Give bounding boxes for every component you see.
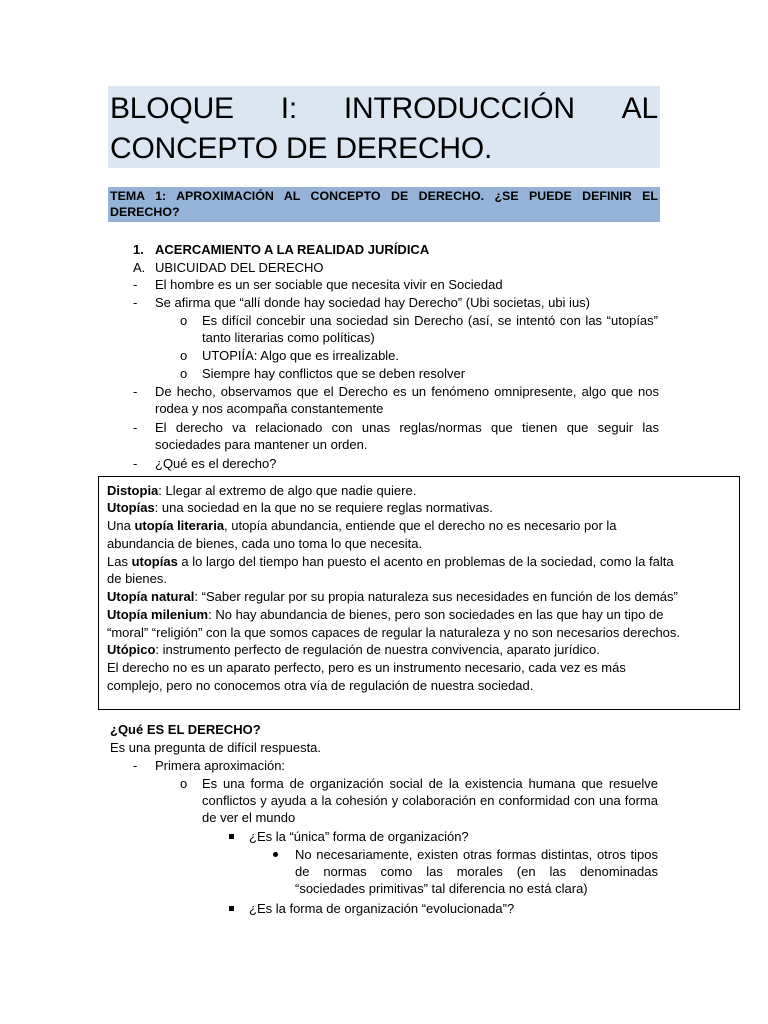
definition-final-line-1: El derecho no es un aparato perfecto, pero es un instrumento necesario, cada vez es más xyxy=(107,660,626,675)
list-subitem: Es una forma de organización social de la existencia humana que resuelve conflictos y ayuda a la cohesión y colaboración en conformidad con una forma de ver el mundo xyxy=(202,776,658,825)
dash-marker: - xyxy=(133,277,138,292)
definition-utopia-milenium xyxy=(107,606,663,623)
square-bullet-icon xyxy=(229,906,234,911)
list-subitem: Siempre hay conflictos que se deben resolver xyxy=(202,366,466,381)
definition-utopia-natural xyxy=(107,588,678,605)
list-item: Se afirma que “allí donde hay sociedad hay Derecho” (Ubi societas, ubi ius) xyxy=(155,295,591,310)
subsection-heading: UBICUIDAD DEL DERECHO xyxy=(155,260,324,275)
block-title xyxy=(108,86,660,168)
definition-utopia-literaria xyxy=(107,517,617,534)
definitions-box xyxy=(98,476,740,710)
title-word: INTRODUCCIÓN xyxy=(343,92,575,125)
circle-marker: o xyxy=(180,776,188,791)
list-item: El derecho va relacionado con unas reglas/normas que tienen que seguir las sociedades para mantener un orden. xyxy=(155,420,659,452)
title-word: AL xyxy=(621,92,658,125)
list-subitem: UTOPIÍA: Algo que es irrealizable. xyxy=(202,348,400,363)
definition-text: Las xyxy=(107,554,132,569)
block-title-line-1 xyxy=(110,92,658,126)
subsection-letter: A. xyxy=(133,260,146,275)
definition-term: Utopía natural xyxy=(107,589,195,604)
definition-text: : Llegar al extremo de algo que nadie quiere. xyxy=(158,483,417,498)
definition-utopia-milenium-cont: “moral” “religión” con la que somos capaces de regular la naturaleza y no son necesarios derechos. xyxy=(107,625,681,640)
dash-marker: - xyxy=(133,456,138,471)
list-item: De hecho, observamos que el Derecho es un fenómeno omnipresente, algo que nos rodea y nos acompaña constantemente xyxy=(155,384,659,416)
que-es-heading: ¿Qué ES EL DERECHO? xyxy=(110,722,261,737)
definition-text: : “Saber regular por su propia naturaleza sus necesidades en función de los demás” xyxy=(194,589,678,604)
list-subitem: Es difícil concebir una sociedad sin Derecho (así, se intentó con las “utopías” tanto literarias como políticas) xyxy=(202,313,658,345)
definition-term: utopías xyxy=(131,554,178,569)
tema-heading xyxy=(108,187,660,222)
list-item: El hombre es un ser sociable que necesita vivir en Sociedad xyxy=(155,277,503,292)
title-word: BLOQUE xyxy=(110,92,234,125)
section-number: 1. xyxy=(133,242,144,257)
dash-marker: - xyxy=(133,384,138,399)
definition-utopias xyxy=(107,499,493,516)
square-bullet-icon xyxy=(229,834,234,839)
list-question: ¿Es la forma de organización “evolucionada”? xyxy=(249,901,515,916)
section-heading: ACERCAMIENTO A LA REALIDAD JURÍDICA xyxy=(155,242,430,257)
definition-distopia xyxy=(107,482,416,499)
definition-text: : una sociedad en la que no se requiere reglas normativas. xyxy=(154,500,493,515)
definition-utopias-historia-cont: de bienes. xyxy=(107,571,167,586)
tema-heading-text: TEMA 1: APROXIMACIÓN AL CONCEPTO DE DERECHO. ¿SE PUEDE DEFINIR EL DERECHO? xyxy=(110,189,658,219)
definition-term: Utopías xyxy=(107,500,155,515)
block-title-line-2: CONCEPTO DE DERECHO. xyxy=(110,132,493,165)
dash-marker: - xyxy=(133,420,138,435)
list-answer: No necesariamente, existen otras formas distintas, otros tipos de normas como las morales (en las denominadas “sociedades primitivas” tal diferencia no está clara) xyxy=(295,847,658,896)
definition-text: a lo largo del tiempo han puesto el acento en problemas de la sociedad, como la falta xyxy=(177,554,674,569)
title-word: I: xyxy=(280,92,297,125)
definition-term: Utópico xyxy=(107,642,156,657)
circle-marker: o xyxy=(180,313,188,328)
definition-text: : No hay abundancia de bienes, pero son sociedades en las que hay un tipo de xyxy=(208,607,664,622)
list-question: ¿Es la “única” forma de organización? xyxy=(249,829,469,844)
definition-text: , utopía abundancia, entiende que el derecho no es necesario por la xyxy=(224,518,617,533)
que-es-intro: Es una pregunta de difícil respuesta. xyxy=(110,740,322,755)
definition-term: Distopia xyxy=(107,483,159,498)
round-bullet-icon xyxy=(273,852,278,857)
circle-marker: o xyxy=(180,348,188,363)
definition-text: Una xyxy=(107,518,135,533)
definition-utopia-literaria-cont: abundancia de bienes, cada uno toma lo que necesita. xyxy=(107,536,423,551)
circle-marker: o xyxy=(180,366,188,381)
definition-utopias-historia xyxy=(107,553,674,570)
list-item: Primera aproximación: xyxy=(155,758,286,773)
list-item: ¿Qué es el derecho? xyxy=(155,456,277,471)
dash-marker: - xyxy=(133,295,138,310)
dash-marker: - xyxy=(133,758,138,773)
definition-text: : instrumento perfecto de regulación de nuestra convivencia, aparato jurídico. xyxy=(155,642,600,657)
definition-utopico xyxy=(107,641,600,658)
definition-term: Utopía milenium xyxy=(107,607,209,622)
definition-term: utopía literaria xyxy=(134,518,225,533)
definition-final-line-2: complejo, pero no conocemos otra vía de regulación de nuestra sociedad. xyxy=(107,678,534,693)
